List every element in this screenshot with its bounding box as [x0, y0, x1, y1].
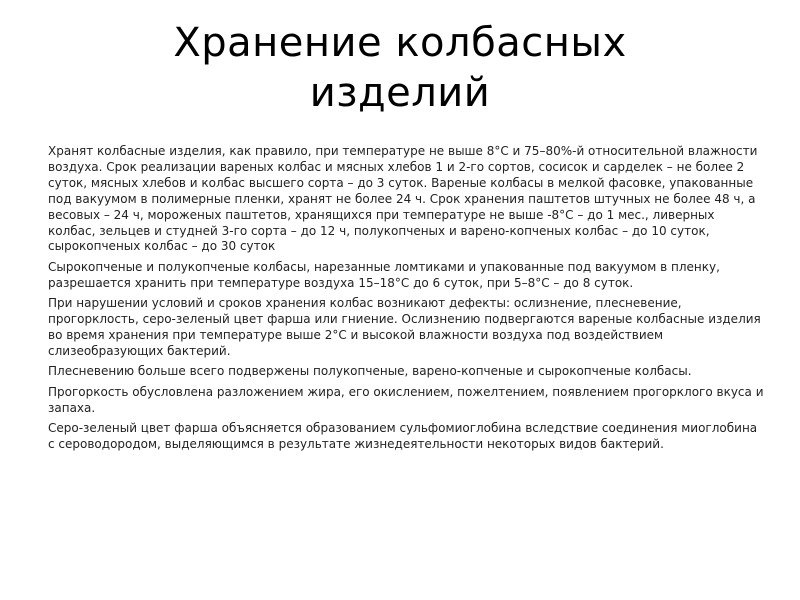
paragraph-rancidity: Прогоркость обусловлена разложением жира, его окислением, пожелтением, появлением прогорклого вкуса и запаха. [48, 384, 764, 415]
slide-body [48, 144, 764, 457]
paragraph-defects: При нарушении условий и сроков хранения колбас возникают дефекты: ослизнение, плесневение, прогорклость, серо-зеленый цвет фарша или гниение. Ослизнению подвергаются вареные колбасные изделия во время хранения при температуре выше 2°С и высокой влажности воздуха под воздействием слизеобразующих бактерий. [48, 296, 761, 358]
slide-title-line-1: Хранение колбасных [173, 20, 627, 66]
slide-title [60, 18, 740, 118]
paragraph-storage-conditions: Хранят колбасные изделия, как правило, при температуре не выше 8°С и 75–80%-й относительной влажности воздуха. Срок реализации вареных колбас и мясных хлебов 1 и 2-го сортов, сосисок и сарделек – не более 2 суток, мясных хлебов и колбас высшего сорта – до 3 суток. Вареные колбасы в мелкой фасовке, упакованные под вакуумом в полимерные пленки, хранят не более 24 ч. Срок хранения паштетов штучных не более 48 ч, а весовых – 24 ч, мороженых паштетов, хранящихся при температуре не выше -8°С – до 1 мес., ливерных колбас, зельцев и студней 3-го сорта – до 12 ч, полукопченых и варено-копченых колбас – до 10 суток, сырокопченых колбас – до 30 суток [48, 144, 758, 254]
paragraph-gray-green-color: Серо-зеленый цвет фарша объясняется образованием сульфомиоглобина вследствие соединения миоглобина с сероводородом, выделяющимся в результате жизнедеятельности некоторых видов бактерий. [48, 421, 758, 451]
paragraph-sliced-sausages: Сырокопченые и полукопченые колбасы, нарезанные ломтиками и упакованные под вакуумом в пленку, разрешается хранить при температуре воздуха 15–18°С до 6 суток, при 5–8°С – до 8 суток. [48, 259, 720, 290]
paragraph-mold: Плесневению больше всего подвержены полукопченые, варено-копченые и сырокопченые колбасы. [48, 364, 692, 379]
slide-title-line-2: изделий [309, 70, 491, 116]
